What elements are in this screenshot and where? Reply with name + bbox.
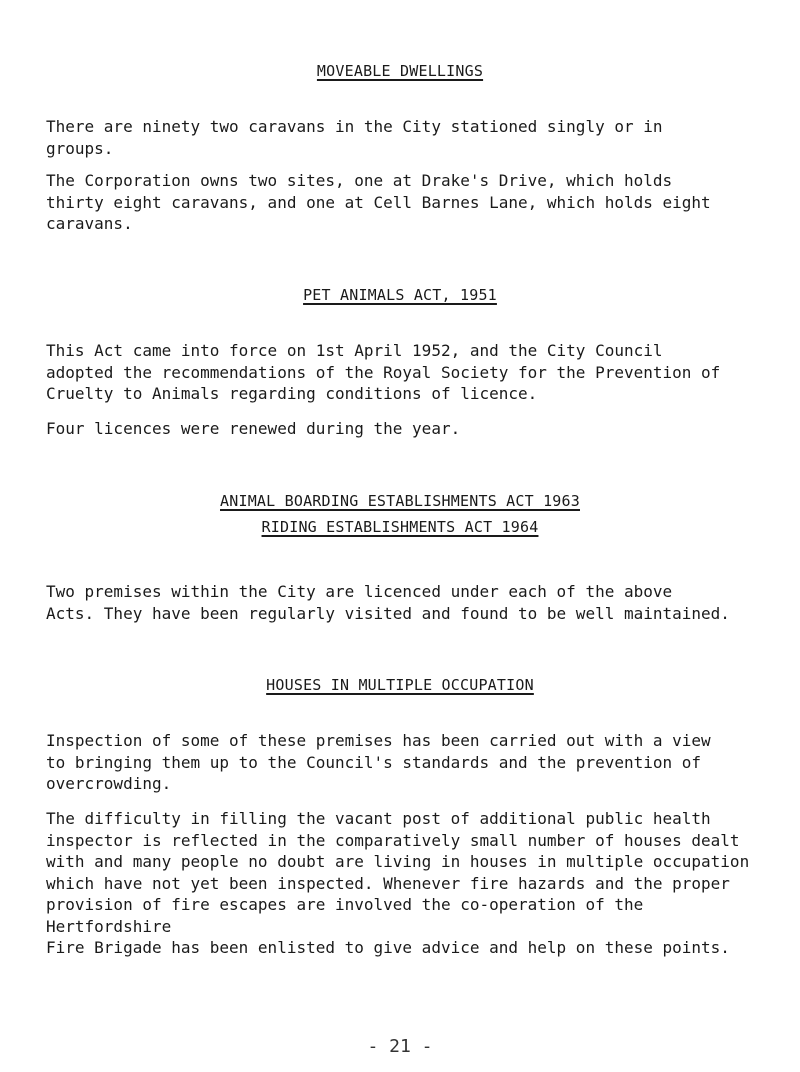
page-number: - 21 -: [367, 1036, 433, 1057]
paragraph-vacant-post: The difficulty in filling the vacant post of additional public health inspector is reflected in the comparatively small number of houses dealt with and many people no doubt are living in houses in multiple occupation which have not yet been inspected. Whenever fire hazards and the proper provision of fire escapes are involved the co-operation of the Hertfordshire Fire Brigade has been enlisted to give advice and help on these points.: [46, 809, 750, 957]
heading-pet-animals-act: PET ANIMALS ACT, 1951: [303, 286, 497, 304]
heading-animal-boarding-act: ANIMAL BOARDING ESTABLISHMENTS ACT 1963: [220, 492, 580, 510]
paragraph-corporation-sites: The Corporation owns two sites, one at Drake's Drive, which holds thirty eight caravans, and one at Cell Barnes Lane, which holds eight caravans.: [46, 171, 711, 233]
heading-moveable-dwellings: MOVEABLE DWELLINGS: [316, 62, 484, 80]
paragraph-inspection: Inspection of some of these premises has been carried out with a view to bringing them up to the Council's standards and the prevention of overcrowding.: [46, 731, 711, 793]
heading-riding-establishments-act: RIDING ESTABLISHMENTS ACT 1964: [261, 518, 539, 536]
paragraph-licences-renewed: Four licences were renewed during the year.: [46, 419, 461, 438]
paragraph-act-force: This Act came into force on 1st April 1952, and the City Council adopted the recommendations of the Royal Society for the Prevention of Cruelty to Animals regarding conditions of licence.: [46, 341, 721, 403]
paragraph-premises-licenced: Two premises within the City are licenced under each of the above Acts. They have been regularly visited and found to be well maintained.: [46, 582, 730, 623]
heading-houses-multiple-occupation: HOUSES IN MULTIPLE OCCUPATION: [266, 676, 534, 694]
paragraph-caravans-count: There are ninety two caravans in the City stationed singly or in groups.: [46, 117, 663, 158]
